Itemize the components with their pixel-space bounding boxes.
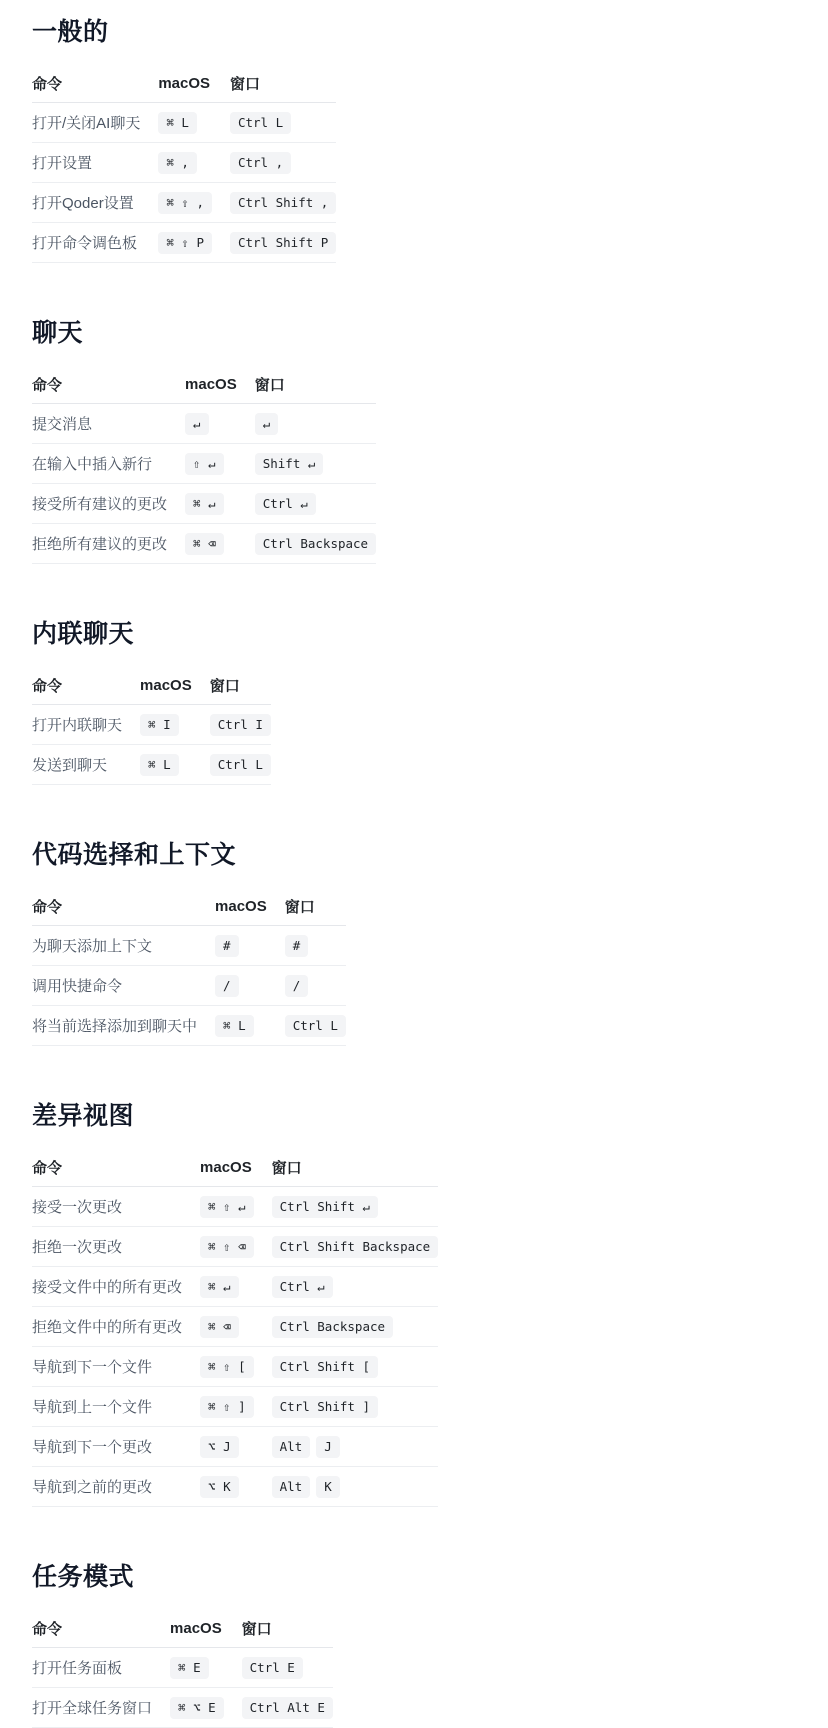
section-chat xyxy=(32,315,828,564)
header-macos: macOS xyxy=(185,365,255,404)
key-badge: Ctrl Shift Backspace xyxy=(272,1236,439,1258)
section-task-mode xyxy=(32,1559,828,1728)
macos-shortcut-cell xyxy=(158,183,230,223)
table-row xyxy=(32,1387,438,1427)
macos-shortcut-cell xyxy=(185,444,255,484)
section-general xyxy=(32,14,828,263)
table-row xyxy=(32,1187,438,1227)
key-badge: Shift ↵ xyxy=(255,453,324,475)
table-header-row xyxy=(32,64,336,103)
key-badge: ⌘ ↵ xyxy=(200,1276,239,1298)
windows-shortcut-cell xyxy=(272,1267,439,1307)
windows-shortcut-cell xyxy=(230,103,336,143)
macos-shortcut-cell xyxy=(158,143,230,183)
key-badge: # xyxy=(215,935,239,957)
macos-shortcut-cell xyxy=(185,524,255,564)
windows-shortcut-cell xyxy=(272,1187,439,1227)
command-label: 拒绝所有建议的更改 xyxy=(32,524,185,564)
table-row xyxy=(32,223,336,263)
command-label: 将当前选择添加到聊天中 xyxy=(32,1006,215,1046)
command-label: 导航到上一个文件 xyxy=(32,1387,200,1427)
shortcuts-table xyxy=(32,365,376,564)
windows-shortcut-cell xyxy=(242,1688,333,1728)
key-badge: ⇧ ↵ xyxy=(185,453,224,475)
command-label: 打开命令调色板 xyxy=(32,223,158,263)
command-label: 拒绝一次更改 xyxy=(32,1227,200,1267)
header-windows: 窗口 xyxy=(285,887,346,926)
windows-shortcut-cell xyxy=(210,705,271,745)
key-badge: Ctrl Backspace xyxy=(255,533,376,555)
command-label: 发送到聊天 xyxy=(32,745,140,785)
header-windows: 窗口 xyxy=(272,1148,439,1187)
windows-shortcut-cell xyxy=(255,524,376,564)
table-row xyxy=(32,103,336,143)
key-badge: Ctrl Shift [ xyxy=(272,1356,378,1378)
key-badge: ⌘ ⇧ ] xyxy=(200,1396,254,1418)
key-badge: ↵ xyxy=(255,413,279,435)
macos-shortcut-cell xyxy=(200,1427,272,1467)
table-header-row xyxy=(32,666,271,705)
section-title: 内联聊天 xyxy=(32,620,135,648)
command-label: 为聊天添加上下文 xyxy=(32,926,215,966)
key-badge: ⌘ ⇧ [ xyxy=(200,1356,254,1378)
key-badge: ⌘ ↵ xyxy=(185,493,224,515)
key-badge: Ctrl Alt E xyxy=(242,1697,333,1719)
header-macos: macOS xyxy=(158,64,230,103)
key-badge: ⌘ I xyxy=(140,714,179,736)
table-row xyxy=(32,404,376,444)
windows-shortcut-cell xyxy=(272,1307,439,1347)
key-badge: K xyxy=(316,1476,340,1498)
key-badge: ↵ xyxy=(185,413,209,435)
command-label: 打开任务面板 xyxy=(32,1648,170,1688)
key-badge: ⌥ K xyxy=(200,1476,239,1498)
windows-shortcut-cell xyxy=(272,1387,439,1427)
key-badge: Ctrl Shift P xyxy=(230,232,336,254)
key-badge: Alt xyxy=(272,1436,311,1458)
header-windows: 窗口 xyxy=(255,365,376,404)
windows-shortcut-cell xyxy=(255,444,376,484)
command-label: 在输入中插入新行 xyxy=(32,444,185,484)
key-badge: / xyxy=(215,975,239,997)
header-macos: macOS xyxy=(200,1148,272,1187)
windows-shortcut-cell xyxy=(285,966,346,1006)
command-label: 打开设置 xyxy=(32,143,158,183)
macos-shortcut-cell xyxy=(140,705,210,745)
key-badge: Ctrl Shift ] xyxy=(272,1396,378,1418)
key-badge: Ctrl ↵ xyxy=(272,1276,333,1298)
header-command: 命令 xyxy=(32,1148,200,1187)
command-label: 打开Qoder设置 xyxy=(32,183,158,223)
table-row xyxy=(32,524,376,564)
key-badge: Ctrl Backspace xyxy=(272,1316,393,1338)
macos-shortcut-cell xyxy=(200,1307,272,1347)
windows-shortcut-cell xyxy=(272,1227,439,1267)
key-badge: Ctrl , xyxy=(230,152,291,174)
key-badge: Ctrl Shift ↵ xyxy=(272,1196,378,1218)
table-row xyxy=(32,705,271,745)
table-row xyxy=(32,1648,333,1688)
shortcuts-table xyxy=(32,887,346,1046)
macos-shortcut-cell xyxy=(185,404,255,444)
key-badge: Ctrl L xyxy=(285,1015,346,1037)
command-label: 导航到之前的更改 xyxy=(32,1467,200,1507)
header-command: 命令 xyxy=(32,365,185,404)
key-badge: ⌘ L xyxy=(140,754,179,776)
section-title: 差异视图 xyxy=(32,1102,135,1130)
key-badge: ⌘ ⇧ P xyxy=(158,232,212,254)
windows-shortcut-cell xyxy=(285,926,346,966)
key-badge: ⌘ L xyxy=(215,1015,254,1037)
table-row xyxy=(32,966,346,1006)
windows-shortcut-cell xyxy=(242,1648,333,1688)
command-label: 导航到下一个文件 xyxy=(32,1347,200,1387)
macos-shortcut-cell xyxy=(215,926,285,966)
shortcuts-table xyxy=(32,64,336,263)
header-windows: 窗口 xyxy=(230,64,336,103)
macos-shortcut-cell xyxy=(170,1688,242,1728)
windows-shortcut-cell xyxy=(210,745,271,785)
key-badge: Ctrl Shift , xyxy=(230,192,336,214)
shortcuts-table xyxy=(32,666,271,785)
table-header-row xyxy=(32,365,376,404)
table-row xyxy=(32,1307,438,1347)
command-label: 打开内联聊天 xyxy=(32,705,140,745)
command-label: 打开全球任务窗口 xyxy=(32,1688,170,1728)
shortcuts-table xyxy=(32,1148,438,1507)
table-row xyxy=(32,1467,438,1507)
macos-shortcut-cell xyxy=(185,484,255,524)
key-badge: ⌥ J xyxy=(200,1436,239,1458)
table-header-row xyxy=(32,1148,438,1187)
table-row xyxy=(32,1006,346,1046)
windows-shortcut-cell xyxy=(230,183,336,223)
key-badge: Ctrl L xyxy=(230,112,291,134)
table-row xyxy=(32,926,346,966)
key-badge: J xyxy=(316,1436,340,1458)
macos-shortcut-cell xyxy=(170,1648,242,1688)
windows-shortcut-cell xyxy=(272,1467,439,1507)
header-windows: 窗口 xyxy=(210,666,271,705)
key-badge: ⌘ , xyxy=(158,152,197,174)
table-row xyxy=(32,1427,438,1467)
windows-shortcut-cell xyxy=(285,1006,346,1046)
key-badge: / xyxy=(285,975,309,997)
key-badge: ⌘ ⇧ ⌫ xyxy=(200,1236,254,1258)
windows-shortcut-cell xyxy=(230,223,336,263)
macos-shortcut-cell xyxy=(215,966,285,1006)
macos-shortcut-cell xyxy=(200,1267,272,1307)
command-label: 提交消息 xyxy=(32,404,185,444)
macos-shortcut-cell xyxy=(200,1467,272,1507)
section-diff-view xyxy=(32,1098,828,1507)
windows-shortcut-cell xyxy=(230,143,336,183)
header-windows: 窗口 xyxy=(242,1609,333,1648)
header-command: 命令 xyxy=(32,666,140,705)
key-badge: Ctrl L xyxy=(210,754,271,776)
header-command: 命令 xyxy=(32,887,215,926)
table-row xyxy=(32,444,376,484)
header-macos: macOS xyxy=(140,666,210,705)
command-label: 接受一次更改 xyxy=(32,1187,200,1227)
key-badge: Ctrl E xyxy=(242,1657,303,1679)
command-label: 导航到下一个更改 xyxy=(32,1427,200,1467)
section-code-selection xyxy=(32,837,828,1046)
table-row xyxy=(32,1227,438,1267)
key-badge: Ctrl ↵ xyxy=(255,493,316,515)
key-badge: ⌘ ⌫ xyxy=(200,1316,239,1338)
header-macos: macOS xyxy=(170,1609,242,1648)
windows-shortcut-cell xyxy=(255,484,376,524)
shortcuts-table xyxy=(32,1609,333,1728)
command-label: 打开/关闭AI聊天 xyxy=(32,103,158,143)
command-label: 接受所有建议的更改 xyxy=(32,484,185,524)
macos-shortcut-cell xyxy=(140,745,210,785)
windows-shortcut-cell xyxy=(272,1347,439,1387)
key-badge: ⌘ L xyxy=(158,112,197,134)
section-title: 任务模式 xyxy=(32,1563,135,1591)
macos-shortcut-cell xyxy=(200,1187,272,1227)
command-label: 拒绝文件中的所有更改 xyxy=(32,1307,200,1347)
macos-shortcut-cell xyxy=(215,1006,285,1046)
table-row xyxy=(32,1267,438,1307)
table-row xyxy=(32,745,271,785)
table-row xyxy=(32,484,376,524)
key-badge: Alt xyxy=(272,1476,311,1498)
macos-shortcut-cell xyxy=(200,1347,272,1387)
key-badge: ⌘ ⇧ ↵ xyxy=(200,1196,254,1218)
key-badge: Ctrl I xyxy=(210,714,271,736)
windows-shortcut-cell xyxy=(255,404,376,444)
table-row xyxy=(32,143,336,183)
section-title: 聊天 xyxy=(32,319,84,347)
key-badge: ⌘ ⌫ xyxy=(185,533,224,555)
header-command: 命令 xyxy=(32,64,158,103)
key-badge: # xyxy=(285,935,309,957)
key-badge: ⌘ ⌥ E xyxy=(170,1697,224,1719)
table-header-row xyxy=(32,1609,333,1648)
section-title: 一般的 xyxy=(32,18,109,46)
command-label: 接受文件中的所有更改 xyxy=(32,1267,200,1307)
key-badge: ⌘ E xyxy=(170,1657,209,1679)
command-label: 调用快捷命令 xyxy=(32,966,215,1006)
header-macos: macOS xyxy=(215,887,285,926)
table-header-row xyxy=(32,887,346,926)
section-inline-chat xyxy=(32,616,828,785)
macos-shortcut-cell xyxy=(158,223,230,263)
key-badge: ⌘ ⇧ , xyxy=(158,192,212,214)
section-title: 代码选择和上下文 xyxy=(32,841,237,869)
macos-shortcut-cell xyxy=(200,1387,272,1427)
macos-shortcut-cell xyxy=(200,1227,272,1267)
table-row xyxy=(32,1347,438,1387)
table-row xyxy=(32,1688,333,1728)
macos-shortcut-cell xyxy=(158,103,230,143)
table-row xyxy=(32,183,336,223)
header-command: 命令 xyxy=(32,1609,170,1648)
windows-shortcut-cell xyxy=(272,1427,439,1467)
